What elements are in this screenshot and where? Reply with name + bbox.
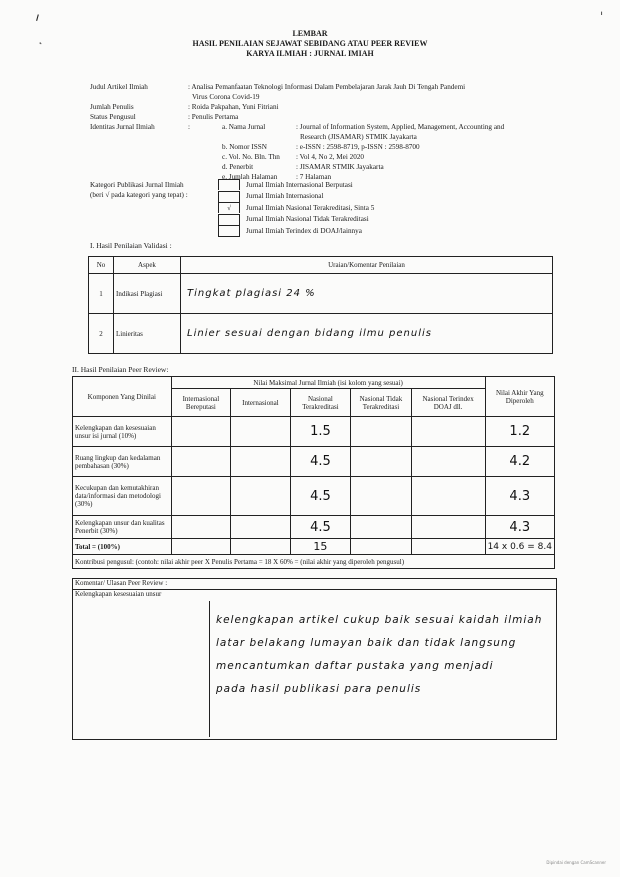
- col-nas-doaj: Nasional Terindex DOAJ dll.: [411, 389, 485, 417]
- scan-mark-left: ı: [34, 9, 42, 25]
- col-nas-ter: Nasional Terakreditasi: [290, 389, 351, 417]
- table-row: [73, 447, 555, 477]
- kategori-checkbox[interactable]: [218, 214, 240, 225]
- kategori-checkbox[interactable]: √: [218, 202, 240, 213]
- total-row: [73, 539, 555, 555]
- col-nas-tidak: Nasional Tidak Terakreditasi: [351, 389, 412, 417]
- kategori-label: [90, 180, 188, 200]
- vol-label: c. Vol. No. Bln. Thn: [222, 153, 280, 161]
- komentar-sub: Kelengkapan kesesuaian unsur: [75, 590, 162, 598]
- empty-cell: [351, 417, 412, 447]
- nama-jurnal-value: : Journal of Information System, Applied, Management, Accounting and: [296, 123, 505, 131]
- judul-value: : Analisa Pemanfaatan Teknologi Informasi Dalam Pembelajaran Jarak Jauh Di Tengah Pandemi: [188, 83, 466, 91]
- komponen-cell: Kecukupan dan kemutakhiran data/informasi dan metodologi (30%): [73, 477, 172, 516]
- empty-cell: [171, 447, 231, 477]
- kategori-option: [218, 191, 374, 203]
- col-nilai-maks: Nilai Maksimal Jurnal Ilmiah (isi kolom yang sesuai): [171, 377, 485, 389]
- col-intl: Internasional: [231, 389, 291, 417]
- issn-value: : e-ISSN : 2598-8719, p-ISSN : 2598-8700: [296, 143, 420, 151]
- scanner-stamp: Dipindai dengan CamScanner: [546, 860, 606, 865]
- komentar-title: Komentar/ Ulasan Peer Review :: [73, 579, 556, 590]
- kategori-option: [218, 225, 374, 237]
- col-intl-bereputasi: Internasional Bereputasi: [171, 389, 231, 417]
- komentar-line[interactable]: latar belakang lumayan baik dan tidak langsung: [216, 637, 517, 649]
- col-komponen: Komponen Yang Dinilai: [73, 377, 172, 417]
- kategori-option-label: Jurnal Ilmiah Nasional Terakreditasi, Sinta 5: [246, 203, 375, 212]
- kategori-options: [218, 179, 374, 237]
- kontribusi-text: Kontribusi pengusul: (contoh: nilai akhir peer X Penulis Pertama = 18 X 60% = (nilai akhir yang diperoleh pengusul): [73, 555, 555, 569]
- vol-value: : Vol 4, No 2, Mei 2020: [296, 153, 365, 161]
- status-label: Status Pengusul: [90, 113, 136, 121]
- penerbit-label: d. Penerbit: [222, 163, 254, 171]
- empty-cell: [171, 417, 231, 447]
- kategori-checkbox[interactable]: [218, 225, 240, 237]
- header-line-1: LEMBAR: [292, 29, 328, 38]
- identitas-label: Identitas Jurnal Ilmiah: [90, 123, 155, 131]
- empty-cell: [231, 447, 291, 477]
- empty-cell: [231, 516, 291, 539]
- empty-cell: [351, 447, 412, 477]
- validasi-no: 2: [89, 314, 114, 354]
- validasi-no: 1: [89, 274, 114, 314]
- empty-cell: [411, 417, 485, 447]
- validasi-aspek: Indikasi Plagiasi: [114, 274, 181, 314]
- validasi-table: [88, 256, 553, 354]
- header-line-2: HASIL PENILAIAN SEJAWAT SEBIDANG ATAU PEER REVIEW: [192, 39, 428, 48]
- nas-ter-value[interactable]: 1.5: [290, 417, 351, 447]
- kontribusi-row: [73, 555, 555, 569]
- halaman-value: : 7 Halaman: [296, 173, 332, 181]
- col-uraian: Uraian/Komentar Penilaian: [181, 257, 553, 274]
- kategori-option-label: Jurnal Ilmiah Internasional Berputasi: [246, 180, 353, 189]
- kategori-option: [218, 202, 374, 214]
- kategori-label-1: Kategori Publikasi Jurnal Ilmiah: [90, 181, 184, 189]
- identitas-colon: :: [188, 123, 190, 131]
- empty-cell: [171, 516, 231, 539]
- table-row: [73, 417, 555, 447]
- judul-value-2: Virus Corona Covid-19: [192, 93, 260, 101]
- empty-cell: [171, 477, 231, 516]
- issn-label: b. Nomor ISSN: [222, 143, 267, 151]
- kategori-label-2: (beri √ pada kategori yang tepat) :: [90, 191, 188, 199]
- kategori-option-label: Jurnal Ilmiah Internasional: [246, 192, 324, 201]
- kategori-option: [218, 214, 374, 226]
- status-value: : Penulis Pertama: [188, 113, 239, 121]
- scan-mark-right: ˌ: [600, 2, 604, 16]
- komentar-line[interactable]: mencantumkan daftar pustaka yang menjadi: [216, 660, 494, 672]
- kategori-option-label: Jurnal Ilmiah Nasional Tidak Terakreditasi: [246, 215, 369, 224]
- total-nilai-akhir[interactable]: 14 x 0.6 = 8.4: [485, 539, 554, 555]
- review-title: II. Hasil Penilaian Peer Review:: [72, 365, 169, 374]
- empty-cell: [171, 539, 231, 555]
- judul-label: Judul Artikel Ilmiah: [90, 83, 148, 91]
- nas-ter-value[interactable]: 4.5: [290, 516, 351, 539]
- komentar-line[interactable]: kelengkapan artikel cukup baik sesuai kaidah ilmiah: [216, 614, 543, 626]
- nilai-akhir-value[interactable]: 1.2: [485, 417, 554, 447]
- empty-cell: [411, 516, 485, 539]
- jumlah-penulis-value: : Roida Pakpahan, Yuni Fitriani: [188, 103, 279, 111]
- table-row: [73, 477, 555, 516]
- empty-cell: [231, 417, 291, 447]
- empty-cell: [411, 447, 485, 477]
- nilai-akhir-value[interactable]: 4.2: [485, 447, 554, 477]
- empty-cell: [351, 477, 412, 516]
- validasi-komentar[interactable]: Linier sesuai dengan bidang ilmu penulis: [181, 314, 553, 354]
- header-line-3: KARYA ILMIAH : JURNAL IMIAH: [246, 49, 374, 58]
- empty-cell: [351, 516, 412, 539]
- nas-ter-value[interactable]: 4.5: [290, 447, 351, 477]
- scan-mark-left-2: ˛: [38, 34, 43, 45]
- table-row: [89, 314, 553, 354]
- nama-jurnal-label: a. Nama Jurnal: [222, 123, 266, 131]
- empty-cell: [231, 539, 291, 555]
- empty-cell: [411, 477, 485, 516]
- penerbit-value: : JISAMAR STMIK Jayakarta: [296, 163, 384, 171]
- col-aspek: Aspek: [114, 257, 181, 274]
- validasi-aspek: Linieritas: [114, 314, 181, 354]
- komentar-box: [72, 578, 557, 740]
- table-row: [89, 274, 553, 314]
- total-nas-ter[interactable]: 15: [290, 539, 351, 555]
- nilai-akhir-value[interactable]: 4.3: [485, 516, 554, 539]
- empty-cell: [351, 539, 412, 555]
- komponen-cell: Kelengkapan dan kesesuaian unsur isi jurnal (10%): [73, 417, 172, 447]
- validasi-title: I. Hasil Penilaian Validasi :: [90, 241, 172, 250]
- col-no: No: [89, 257, 114, 274]
- jumlah-penulis-label: Jumlah Penulis: [90, 103, 134, 111]
- nama-jurnal-value-2: Research (JISAMAR) STMIK Jayakarta: [300, 133, 417, 141]
- table-row: [73, 516, 555, 539]
- article-info: [90, 82, 560, 182]
- komponen-cell: Ruang lingkup dan kedalaman pembahasan (30%): [73, 447, 172, 477]
- empty-cell: [231, 477, 291, 516]
- kategori-option-label: Jurnal Ilmiah Terindex di DOAJ/lainnya: [246, 226, 362, 235]
- nas-ter-value[interactable]: 4.5: [290, 477, 351, 516]
- validasi-komentar[interactable]: Tingkat plagiasi 24 %: [181, 274, 553, 314]
- kategori-checkbox[interactable]: [218, 179, 240, 190]
- komponen-cell: Kelengkapan unsur dan kualitas Penerbit (30%): [73, 516, 172, 539]
- nilai-akhir-value[interactable]: 4.3: [485, 477, 554, 516]
- col-nilai-akhir: Nilai Akhir Yang Diperoleh: [485, 377, 554, 417]
- review-table: [72, 376, 555, 569]
- kategori-checkbox[interactable]: [218, 191, 240, 202]
- kategori-option: [218, 179, 374, 191]
- total-label: Total = (100%): [73, 539, 172, 555]
- empty-cell: [411, 539, 485, 555]
- komentar-line[interactable]: pada hasil publikasi para penulis: [216, 683, 422, 695]
- halaman-label: e. Jumlah Halaman: [222, 173, 278, 181]
